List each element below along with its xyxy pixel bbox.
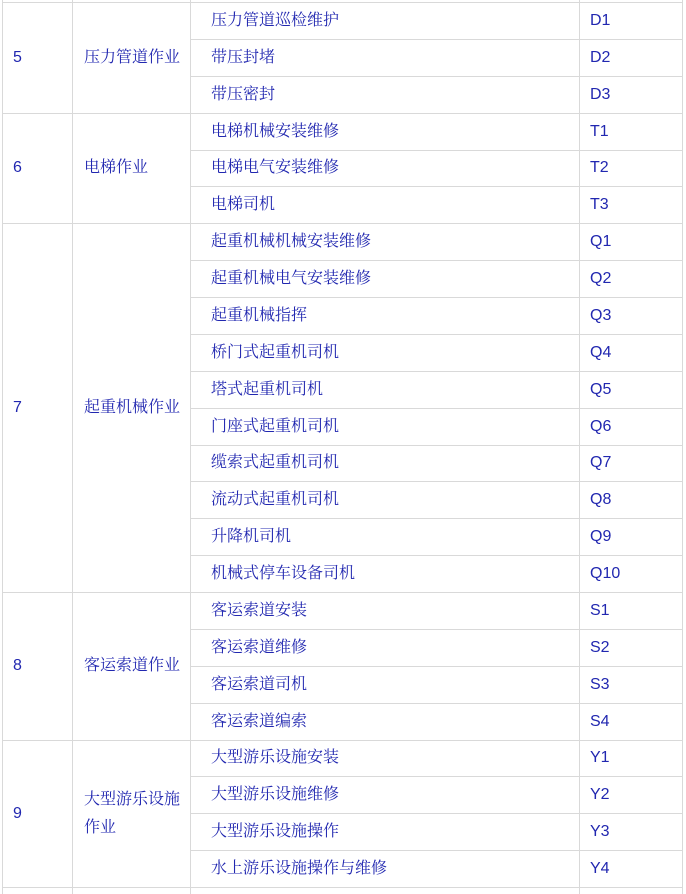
table-body <box>3 0 683 894</box>
group-category-cell: 电梯作业 <box>73 113 191 224</box>
item-name-cell: 塔式起重机司机 <box>191 371 580 408</box>
item-name-cell: 客运索道司机 <box>191 666 580 703</box>
item-code-cell: Q6 <box>580 408 683 445</box>
group-category-cell: 大型游乐设施作业 <box>73 740 191 888</box>
table-row <box>3 3 683 40</box>
item-code-cell: Y4 <box>580 851 683 888</box>
item-name-cell: 电梯机械安装维修 <box>191 113 580 150</box>
item-code-cell: Q2 <box>580 261 683 298</box>
item-name-cell: 大型游乐设施安装 <box>191 740 580 777</box>
item-name-cell: 客运索道安装 <box>191 593 580 630</box>
partial-row-cell <box>580 888 683 894</box>
item-name-cell: 电梯电气安装维修 <box>191 150 580 187</box>
table-row <box>3 593 683 630</box>
item-code-cell: Q3 <box>580 298 683 335</box>
item-name-cell: 桥门式起重机司机 <box>191 334 580 371</box>
item-code-cell: Q1 <box>580 224 683 261</box>
item-name-cell: 起重机械指挥 <box>191 298 580 335</box>
item-code-cell: S4 <box>580 703 683 740</box>
item-name-cell: 客运索道维修 <box>191 629 580 666</box>
item-code-cell: Q8 <box>580 482 683 519</box>
item-code-cell: Q10 <box>580 556 683 593</box>
item-code-cell: Q7 <box>580 445 683 482</box>
item-name-cell: 门座式起重机司机 <box>191 408 580 445</box>
item-name-cell: 起重机械机械安装维修 <box>191 224 580 261</box>
item-code-cell: Y1 <box>580 740 683 777</box>
item-name-cell: 流动式起重机司机 <box>191 482 580 519</box>
item-name-cell: 电梯司机 <box>191 187 580 224</box>
item-code-cell: T2 <box>580 150 683 187</box>
group-number-cell: 9 <box>3 740 73 888</box>
group-number-cell: 6 <box>3 113 73 224</box>
table-row <box>3 740 683 777</box>
item-name-cell: 升降机司机 <box>191 519 580 556</box>
item-code-cell: Q5 <box>580 371 683 408</box>
item-code-cell: Y3 <box>580 814 683 851</box>
item-code-cell: T3 <box>580 187 683 224</box>
group-number-cell: 7 <box>3 224 73 593</box>
item-name-cell: 水上游乐设施操作与维修 <box>191 851 580 888</box>
table-row <box>3 224 683 261</box>
item-code-cell: S3 <box>580 666 683 703</box>
group-category-cell: 压力管道作业 <box>73 3 191 114</box>
group-number-cell: 8 <box>3 593 73 741</box>
item-name-cell: 起重机械电气安装维修 <box>191 261 580 298</box>
item-code-cell: Q9 <box>580 519 683 556</box>
partial-row-cell <box>3 888 73 894</box>
group-category-cell: 起重机械作业 <box>73 224 191 593</box>
item-code-cell: D2 <box>580 39 683 76</box>
table-row-partial-bottom <box>3 888 683 894</box>
item-name-cell: 大型游乐设施操作 <box>191 814 580 851</box>
item-code-cell: Y2 <box>580 777 683 814</box>
group-number-cell: 5 <box>3 3 73 114</box>
partial-row-cell <box>191 888 580 894</box>
item-code-cell: D3 <box>580 76 683 113</box>
table-row <box>3 113 683 150</box>
item-code-cell: D1 <box>580 3 683 40</box>
partial-row-cell <box>73 888 191 894</box>
item-name-cell: 大型游乐设施维修 <box>191 777 580 814</box>
item-code-cell: S2 <box>580 629 683 666</box>
item-name-cell: 压力管道巡检维护 <box>191 3 580 40</box>
item-name-cell: 客运索道编索 <box>191 703 580 740</box>
group-category-cell: 客运索道作业 <box>73 593 191 741</box>
item-name-cell: 缆索式起重机司机 <box>191 445 580 482</box>
item-name-cell: 带压密封 <box>191 76 580 113</box>
item-code-cell: T1 <box>580 113 683 150</box>
item-name-cell: 机械式停车设备司机 <box>191 556 580 593</box>
item-code-cell: Q4 <box>580 334 683 371</box>
item-code-cell: S1 <box>580 593 683 630</box>
certification-categories-table <box>2 0 683 894</box>
item-name-cell: 带压封堵 <box>191 39 580 76</box>
